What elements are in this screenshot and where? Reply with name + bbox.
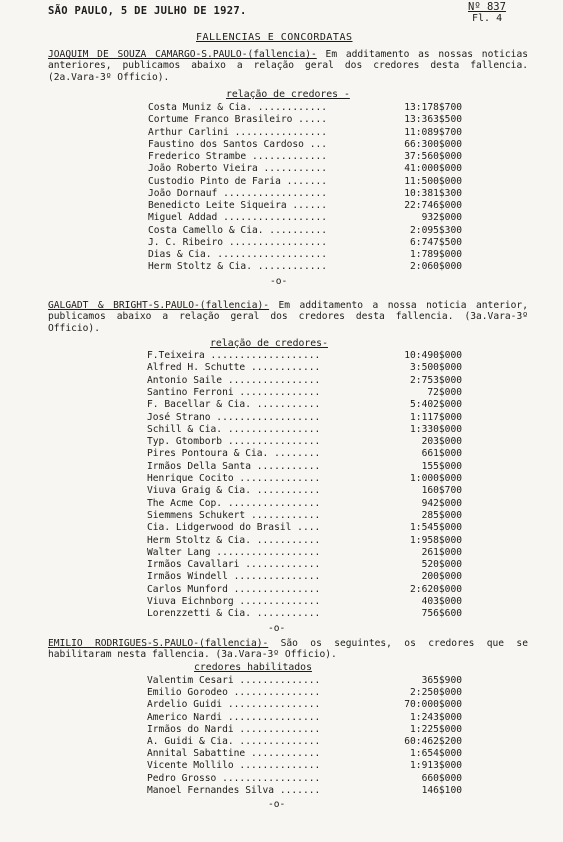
creditor-row <box>148 225 462 237</box>
creditor-name: Miguel Addad .................. <box>148 212 328 224</box>
creditor-name: Schill & Cia. ................ <box>147 423 321 435</box>
creditor-name: Valentim Cesari .............. <box>147 675 321 686</box>
creditor-amount: 160$700 <box>421 485 462 497</box>
creditor-amount: 1:243$000 <box>410 711 462 723</box>
section-text: São os seguintes, os credores que se habilitaram nesta fallencia. (3a.Vara-3º Officio). <box>48 638 528 661</box>
creditor-name: Benedicto Leite Siqueira ...... <box>148 200 328 211</box>
page-title: FALLENCIAS E CONCORDATAS <box>196 32 353 43</box>
creditor-name: Americo Nardi ................ <box>147 711 321 723</box>
creditor-name: A. Guidi & Cia. .............. <box>147 736 321 747</box>
creditor-row <box>147 712 462 724</box>
creditor-row <box>147 473 462 485</box>
creditor-name: Viuva Eichnborg .............. <box>147 596 321 607</box>
creditor-name: Pedro Grosso ................. <box>147 772 321 784</box>
creditor-name: Costa Camello & Cia. .......... <box>148 224 328 236</box>
creditor-name: Vicente Mollilo .............. <box>147 760 321 772</box>
creditor-name: Frederico Strambe ............. <box>148 151 328 162</box>
creditor-amount: 70:000$000 <box>404 699 462 711</box>
section-paragraph <box>48 49 528 83</box>
creditor-name: Custodio Pinto de Faria ....... <box>148 175 328 187</box>
section-text: Em additamento a nossa noticia anterior, publicamos abaixo a relação geral dos credores desta fallencia. (3a.Vara-3º Officio). <box>48 300 528 334</box>
creditor-name: Henrique Cocito .............. <box>147 473 321 484</box>
section-heading: GALGADT & BRIGHT-S.PAULO-(fallencia)- <box>48 300 270 311</box>
creditor-name: Typ. Gtomborb ................ <box>147 436 321 448</box>
section-heading: EMILIO RODRIGUES-S.PAULO-(fallencia)- <box>48 638 269 649</box>
section-separator: -o- <box>268 799 286 810</box>
creditor-row <box>147 785 462 797</box>
creditor-amount: 13:363$500 <box>404 114 462 126</box>
creditor-name: Cortume Franco Brasileiro ..... <box>148 114 328 126</box>
document-date: SÃO PAULO, 5 DE JULHO DE 1927. <box>48 5 247 17</box>
creditor-amount: 1:913$000 <box>410 760 462 772</box>
section-text: Em additamento as nossas noticias anteriores, publicamos abaixo a relação geral dos credores desta fallencia. (2a.Vara-3º Officio). <box>48 49 528 83</box>
creditor-amount: 660$000 <box>421 772 462 784</box>
creditor-name: J. C. Ribeiro ................. <box>148 236 328 248</box>
creditor-name: Dias & Cia. ................... <box>148 249 328 260</box>
creditor-row <box>147 535 462 547</box>
creditor-row <box>148 249 462 261</box>
creditor-name: The Acme Cop. ................ <box>147 497 321 509</box>
creditor-name: Irmãos Cavallari ............. <box>147 559 321 571</box>
creditor-row <box>148 114 462 126</box>
creditor-row <box>147 584 462 596</box>
creditor-name: F. Bacellar & Cia. ........... <box>147 399 321 411</box>
section-paragraph <box>48 638 528 661</box>
creditor-name: Pires Pontoura & Cia. ........ <box>147 448 321 460</box>
creditor-amount: 72$000 <box>427 386 462 398</box>
creditor-row <box>147 571 462 583</box>
creditor-row <box>148 200 462 212</box>
creditor-amount: 520$000 <box>421 559 462 571</box>
creditor-name: Arthur Carlini ................ <box>148 126 328 138</box>
creditor-name: Walter Lang .................. <box>147 546 321 558</box>
creditor-name: Emilio Gorodeo ............... <box>147 687 321 699</box>
creditor-amount: 661$000 <box>421 448 462 460</box>
creditor-name: Faustino dos Santos Cardoso ... <box>148 138 328 150</box>
creditor-name: Costa Muniz & Cia. ............ <box>148 102 328 113</box>
creditor-name: João Dornauf .................. <box>148 187 328 199</box>
creditor-row <box>147 773 462 785</box>
creditor-row <box>147 375 462 387</box>
creditor-row <box>148 212 462 224</box>
creditor-name: Irmãos Della Santa ........... <box>147 460 321 472</box>
creditor-row <box>147 350 462 362</box>
creditor-amount: 6:747$500 <box>410 236 462 248</box>
creditor-amount: 1:225$000 <box>410 723 462 735</box>
creditor-amount: 365$900 <box>421 675 462 686</box>
creditor-amount: 2:753$000 <box>410 374 462 386</box>
creditor-row <box>147 547 462 559</box>
creditor-amount: 41:000$000 <box>404 163 462 175</box>
creditor-name: Siemmens Schukert ............ <box>147 509 321 521</box>
creditor-amount: 285$000 <box>421 509 462 521</box>
creditor-row <box>148 176 462 188</box>
creditor-amount: 13:178$700 <box>404 102 462 113</box>
creditor-row <box>147 461 462 473</box>
creditor-amount: 11:089$700 <box>404 126 462 138</box>
creditor-row <box>148 127 462 139</box>
creditor-amount: 403$000 <box>421 596 462 607</box>
creditor-name: Annital Sabattine ............ <box>147 748 321 760</box>
creditor-name: Antonio Saile ................ <box>147 374 321 386</box>
creditor-row <box>147 687 462 699</box>
creditor-name: Alfred H. Schutte ............ <box>147 362 321 374</box>
creditor-row <box>147 596 462 608</box>
creditor-amount: 1:117$000 <box>410 411 462 423</box>
creditor-amount: 66:300$000 <box>404 138 462 150</box>
section-heading: JOAQUIM DE SOUZA CAMARGO-S.PAULO-(fallencia)- <box>48 49 317 60</box>
creditor-name: Lorenzzetti & Cia. ........... <box>147 608 321 620</box>
creditor-row <box>147 748 462 760</box>
creditor-name: F.Teixeira ................... <box>147 350 321 361</box>
creditor-row <box>147 760 462 772</box>
creditor-list-title: credores habilitados <box>194 662 312 673</box>
creditor-amount: 155$000 <box>421 460 462 472</box>
creditor-row <box>148 151 462 163</box>
creditor-amount: 1:789$000 <box>410 249 462 260</box>
creditor-row <box>147 387 462 399</box>
creditor-row <box>147 485 462 497</box>
creditor-row <box>147 675 462 687</box>
document-number: Nº 837 <box>468 1 506 13</box>
creditor-row <box>148 237 462 249</box>
creditor-name: Ardelio Guidi ................ <box>147 699 321 711</box>
creditor-row <box>147 412 462 424</box>
creditor-row <box>147 608 462 620</box>
creditor-name: José Strano .................. <box>147 411 321 423</box>
section-separator: -o- <box>270 275 288 287</box>
creditor-amount: 37:560$000 <box>404 151 462 162</box>
creditor-amount: 1:545$000 <box>410 522 462 534</box>
section-separator: -o- <box>268 622 286 634</box>
creditor-amount: 2:060$000 <box>410 261 462 273</box>
folio-number: Fl. 4 <box>472 13 503 24</box>
creditor-amount: 2:095$300 <box>410 224 462 236</box>
creditor-amount: 942$000 <box>421 497 462 509</box>
creditor-name: Manoel Fernandes Silva ....... <box>147 784 321 796</box>
creditor-row <box>148 261 462 273</box>
creditor-amount: 756$600 <box>421 608 462 620</box>
creditor-row <box>147 699 462 711</box>
creditor-row <box>147 724 462 736</box>
creditor-name: Herm Stoltz & Cia. ............ <box>148 261 328 273</box>
creditor-amount: 22:746$000 <box>404 200 462 211</box>
creditor-row <box>147 399 462 411</box>
creditor-amount: 261$000 <box>421 546 462 558</box>
creditor-amount: 11:500$000 <box>404 175 462 187</box>
creditor-row <box>147 448 462 460</box>
creditor-row <box>147 362 462 374</box>
creditor-row <box>147 436 462 448</box>
creditor-amount: 2:250$000 <box>410 687 462 699</box>
creditor-amount: 1:958$000 <box>410 534 462 546</box>
creditor-amount: 200$000 <box>421 571 462 583</box>
creditor-list-title: relação de credores - <box>226 89 350 100</box>
creditor-amount: 1:000$000 <box>410 473 462 484</box>
creditor-row <box>148 188 462 200</box>
creditor-amount: 10:381$300 <box>404 187 462 199</box>
creditor-amount: 932$000 <box>421 212 462 224</box>
creditor-amount: 3:500$000 <box>410 362 462 374</box>
creditor-amount: 5:402$000 <box>410 399 462 411</box>
creditor-amount: 2:620$000 <box>410 583 462 595</box>
creditor-amount: 60:462$200 <box>404 736 462 747</box>
creditor-row <box>148 139 462 151</box>
creditor-row <box>148 163 462 175</box>
section-paragraph <box>48 300 528 334</box>
creditor-name: Carlos Munford ............... <box>147 583 321 595</box>
creditor-amount: 146$100 <box>421 784 462 796</box>
creditor-row <box>147 510 462 522</box>
creditor-row <box>147 559 462 571</box>
creditor-row <box>148 102 462 114</box>
creditor-name: Cia. Lidgerwood do Brasil .... <box>147 522 321 534</box>
creditor-name: Irmãos Windell ............... <box>147 571 321 583</box>
creditor-row <box>147 424 462 436</box>
creditor-name: Santino Ferroni .............. <box>147 386 321 398</box>
creditor-row <box>147 522 462 534</box>
creditor-amount: 1:330$000 <box>410 423 462 435</box>
creditor-amount: 1:654$000 <box>410 748 462 760</box>
creditor-name: João Roberto Vieira ........... <box>148 163 328 175</box>
creditor-list-title: relação de credores- <box>210 338 328 349</box>
creditor-name: Herm Stoltz & Cia. ........... <box>147 534 321 546</box>
creditor-row <box>147 498 462 510</box>
creditor-amount: 10:490$000 <box>404 350 462 361</box>
creditor-name: Irmãos do Nardi .............. <box>147 723 321 735</box>
creditor-name: Viuva Graig & Cia. ........... <box>147 485 321 497</box>
creditor-amount: 203$000 <box>421 436 462 448</box>
creditor-row <box>147 736 462 748</box>
